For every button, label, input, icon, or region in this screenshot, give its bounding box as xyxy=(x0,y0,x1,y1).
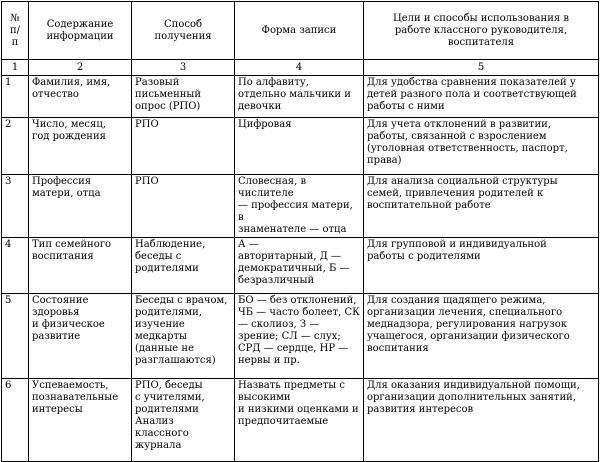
header-cell-content: Содержание информации xyxy=(29,2,132,60)
table-cell: РПО xyxy=(132,175,235,238)
table-cell: БО — без отклонений, ЧБ — часто болеет, СК — сколиоз, З — зрение; СЛ — слух; СРД — сердце, НР — нервы и пр. xyxy=(235,294,364,379)
table-cell: А — авторитарный, Д — демократичный, Б — безразличный xyxy=(235,238,364,294)
table-row xyxy=(2,175,599,238)
header-cell-number: № п/ п xyxy=(2,2,29,60)
table-cell: Фамилия, имя, отчество xyxy=(29,76,132,118)
column-number-cell: 5 xyxy=(364,60,599,76)
table-cell: Для учета отклонений в развитии, работы, связанной с взрослением (уголовная ответственность, паспорт, права) xyxy=(364,118,599,175)
table-cell: Для оказания индивидуальной помощи, организации дополнительных занятий, развития интересов xyxy=(364,379,599,462)
column-number-cell: 2 xyxy=(29,60,132,76)
info-table xyxy=(1,1,599,462)
table-cell: Состояние здоровья и физическое развитие xyxy=(29,294,132,379)
header-cell-purpose: Цели и способы использования в работе классного руководителя, воспитателя xyxy=(364,2,599,60)
table-cell: Для создания щадящего режима, организации лечения, специального меднадзора, регулирования нагрузок учащегося, организации физического воспитания xyxy=(364,294,599,379)
column-number-cell: 3 xyxy=(132,60,235,76)
row-number-cell: 6 xyxy=(2,379,29,462)
table-row xyxy=(2,379,599,462)
row-number-cell: 1 xyxy=(2,76,29,118)
table-cell: Наблюдение, беседы с родителями xyxy=(132,238,235,294)
table-cell: Беседы с врачом, родителями, изучение медкарты (данные не разглашаются) xyxy=(132,294,235,379)
table-cell: Цифровая xyxy=(235,118,364,175)
table-cell: Успеваемость, познавательные интересы xyxy=(29,379,132,462)
row-number-cell: 4 xyxy=(2,238,29,294)
column-number-cell: 4 xyxy=(235,60,364,76)
table-cell: Разовый письменный опрос (РПО) xyxy=(132,76,235,118)
row-number-cell: 3 xyxy=(2,175,29,238)
column-number-cell: 1 xyxy=(2,60,29,76)
table-row xyxy=(2,76,599,118)
table-cell: Словесная, в числителе — профессия матери, в знаменателе — отца xyxy=(235,175,364,238)
table-cell: Назвать предметы с высокими и низкими оценками и предпочитаемые xyxy=(235,379,364,462)
table-cell: По алфавиту, отдельно мальчики и девочки xyxy=(235,76,364,118)
header-cell-record-form: Форма записи xyxy=(235,2,364,60)
table-row xyxy=(2,294,599,379)
table-cell: Для анализа социальной структуры семей, привлечения родителей к воспитательной работе xyxy=(364,175,599,238)
table-cell: Для групповой и индивидуальной работы с родителями xyxy=(364,238,599,294)
table-row xyxy=(2,238,599,294)
table-cell: Число, месяц, год рождения xyxy=(29,118,132,175)
table-cell: РПО xyxy=(132,118,235,175)
table-cell: Для удобства сравнения показателей у детей разного пола и соответствующей работы с ними xyxy=(364,76,599,118)
row-number-cell: 2 xyxy=(2,118,29,175)
column-number-row xyxy=(2,60,599,76)
row-number-cell: 5 xyxy=(2,294,29,379)
table-row xyxy=(2,118,599,175)
table-cell: Профессия матери, отца xyxy=(29,175,132,238)
header-cell-method: Способ получения xyxy=(132,2,235,60)
table-cell: Тип семейного воспитания xyxy=(29,238,132,294)
table-header-row xyxy=(2,2,599,60)
table-cell: РПО, беседы с учителями, родителями Анализ классного журнала xyxy=(132,379,235,462)
